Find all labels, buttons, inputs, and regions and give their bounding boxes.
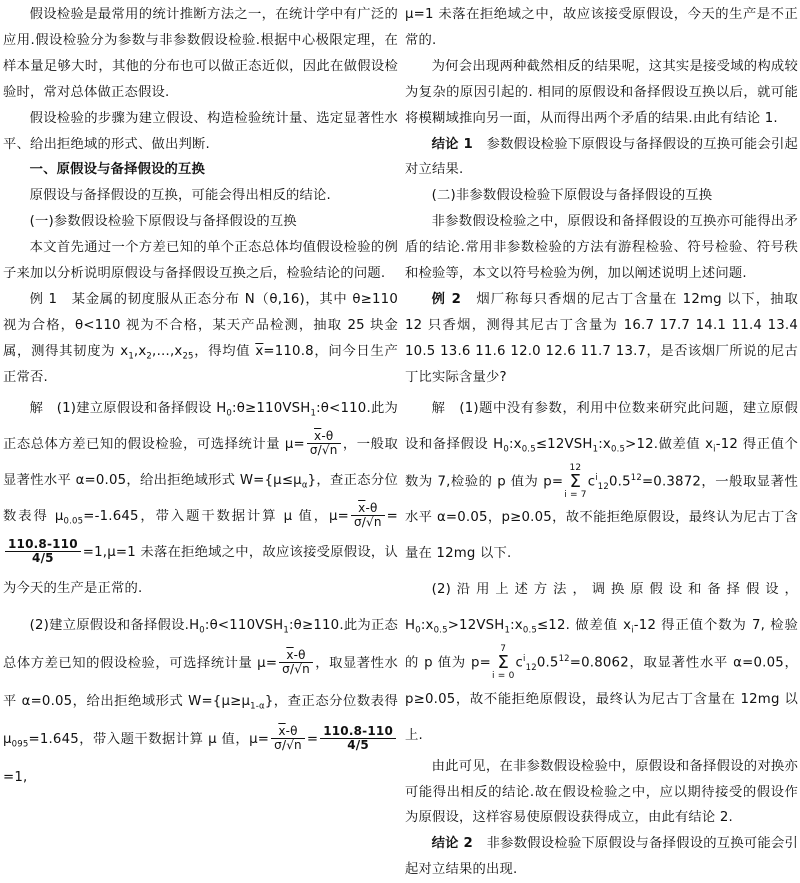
- intro-paragraph: 假设检验是最常用的统计推断方法之一，在统计学中有广泛的应用.假设检验分为参数与非参数假设检验.根据中心极限定理，在样本量足够大时，其他的分布也可以做正态近似，因此在做假设检验时，常对总体做正态假设.: [3, 7, 398, 100]
- conclusion-2-lead: 结论 2: [431, 836, 474, 852]
- value-fraction: $\frac{110.8-110}{4/5}$: [5, 538, 81, 565]
- section-heading: 一、原假设与备择假设的互换: [29, 162, 206, 178]
- summation-symbol: 7 Σ i = 0: [492, 644, 515, 682]
- left-column: [3, 2, 398, 797]
- conclusion-1: 结论 1 参数假设检验下原假设与备择假设的互换可能会引起对立结果.: [405, 136, 798, 178]
- summation-symbol: 12 Σ i = 7: [564, 462, 587, 500]
- value-fraction: $\frac{110.8-110}{4/5}$: [320, 725, 396, 752]
- solution-1: 解 (1)建立原假设和备择假设 $H_0:\theta\ge 110VSH_1:\theta<110$.此为正态总体方差已知的假设检验，可选择统计量 μ= $\frac{\overline{x}-\theta}{\sigma/√n}$ ，一般取显著性水平 α=0.05，给出拒绝域形式 $W=\{\mu\le\mu_\alpha\}$，查正态分位数表得 $\mu_{0.05}=-1.645$，带入题干数据计算 μ 值，μ= $\frac{\overline{x}-\theta}{\sigma/√n}$ = $\frac{110.8-110}{4/5}$ =1,μ=1 未落在拒绝域之中，故应该接受原假设，认为今天的生产是正常的.: [3, 400, 399, 596]
- section-intro: 原假设与备择假设的互换，可能会得出相反的结论.: [29, 188, 331, 204]
- statistic-fraction: $\frac{\overline{x}-\theta}{\sigma/√n}$: [271, 725, 305, 752]
- statistic-fraction: $\frac{\overline{x}-\theta}{\sigma/√n}$: [351, 502, 385, 529]
- solution-3: 解 (1)题中没有参数，利用中位数来研究此问题，建立原假设和备择假设 $H_0:x_{0.5}\le 12VSH_1:x_{0.5}>12$.做差值 $x_i-12$ 得正值个数为 7,检验的 p 值为 p= 12 Σ i = 7 $c^i_{12}0.5^{12}=0.3872$，一般取显著性水平 α=0.05，p≥0.05，故不能拒绝原假设，最终认为尼古丁含量在 12mg 以下.: [405, 400, 798, 562]
- subsection-heading-parametric: (一)参数假设检验下原假设与备择假设的互换: [29, 214, 297, 230]
- example-1-lead: 例 1: [29, 291, 58, 307]
- conclusion-2: 结论 2 非参数假设检验下原假设与备择假设的互换可能会引起对立结果的出现.: [405, 836, 798, 878]
- sample-mean-symbol: $\overline{x}$: [255, 343, 264, 359]
- solution-4: (2)沿用上述方法，调换原假设和备择假设，$H_0:x_{0.5}>12VSH_1:x_{0.5}\le 12$. 做差值 $x_i-12$ 得正值个数为 7, 检验的 p 值为 p= 7 Σ i = 0 $c^i_{12}0.5^{12}=0.8062$，取显著性水平 α=0.05，p≥0.05，故不能拒绝原假设，最终认为尼古丁含量在 12mg 以上.: [405, 582, 798, 743]
- summary-paragraph: 由此可见，在非参数假设检验中，原假设和备择假设的对换亦可能得出相反的结论.故在假设检验之中，应以期待接受的假设作为原假设，这样容易使原假设获得成立，由此有结论 2.: [405, 758, 798, 826]
- statistic-fraction: $\frac{\overline{x}-\theta}{\sigma/√n}$: [307, 430, 341, 457]
- continued-text: μ=1 未落在拒绝域之中，故应该接受原假设，今天的生产是不正常的.: [405, 7, 798, 48]
- right-column: [405, 2, 798, 883]
- statistic-fraction: $\frac{\overline{x}-\theta}{\sigma/√n}$: [279, 649, 313, 676]
- example-1: 例 1 某金属的韧度服从正态分布 N（θ,16)，其中 θ≥110 视为合格，θ<110 视为不合格，某天产品检测，抽取 25 块金属，测得其韧度为 $x_1,x_2,\dots,x_{25}$，得均值 $\overline{x}=110.8$，问今日生产正常否.: [3, 291, 398, 385]
- nonparametric-intro: 非参数假设检验之中，原假设和备择假设的互换亦可能得出矛盾的结论.常用非参数检验的方法有游程检验、符号检验、符号秩和检验等，本文以符号检验为例，加以阐述说明上述问题.: [405, 214, 798, 282]
- conclusion-1-lead: 结论 1: [431, 136, 474, 152]
- solution-2: (2)建立原假设和备择假设$.H_0:\theta<110VSH_1:\theta\ge 110$.此为正态总体方差已知的假设检验，可选择统计量 μ= $\frac{\overline{x}-\theta}{\sigma/√n}$ ，取显著性水平 α=0.05，给出拒绝域形式 $W=\{\mu\ge\mu_{1-\alpha}\}$，查正态分位数表得 $\mu_{095}=1.645$，带入题干数据计算 μ 值，μ= $\frac{\overline{x}-\theta}{\sigma/√n}$ = $\frac{110.8-110}{4/5}$ =1,: [3, 617, 399, 785]
- example-2-lead: 例 2: [431, 291, 462, 307]
- explanation-paragraph: 为何会出现两种截然相反的结果呢，这其实是接受域的构成较为复杂的原因引起的. 相同的原假设和备择假设互换以后，就可能将模糊域推向另一面，从而得出两个矛盾的结果.由此有结论 1.: [405, 58, 798, 126]
- example-2: 例 2 烟厂称每只香烟的尼古丁含量在 12mg 以下，抽取 12 只香烟，测得其尼古丁含量为 16.7 17.7 14.1 11.4 13.4 10.5 13.6 11.6 12.0 12.6 11.7 13.7，是否该烟厂所说的尼古丁比实际含量少?: [405, 291, 799, 385]
- example-intro-paragraph: 本文首先通过一个方差已知的单个正态总体均值假设检验的例子来加以分析说明原假设与备择假设互换之后，检验结论的问题.: [3, 240, 398, 282]
- steps-paragraph: 假设检验的步骤为建立假设、构造检验统计量、选定显著性水平、给出拒绝域的形式、做出判断.: [3, 110, 398, 152]
- subsection-heading-nonparametric: (二)非参数假设检验下原假设与备择假设的互换: [431, 188, 713, 204]
